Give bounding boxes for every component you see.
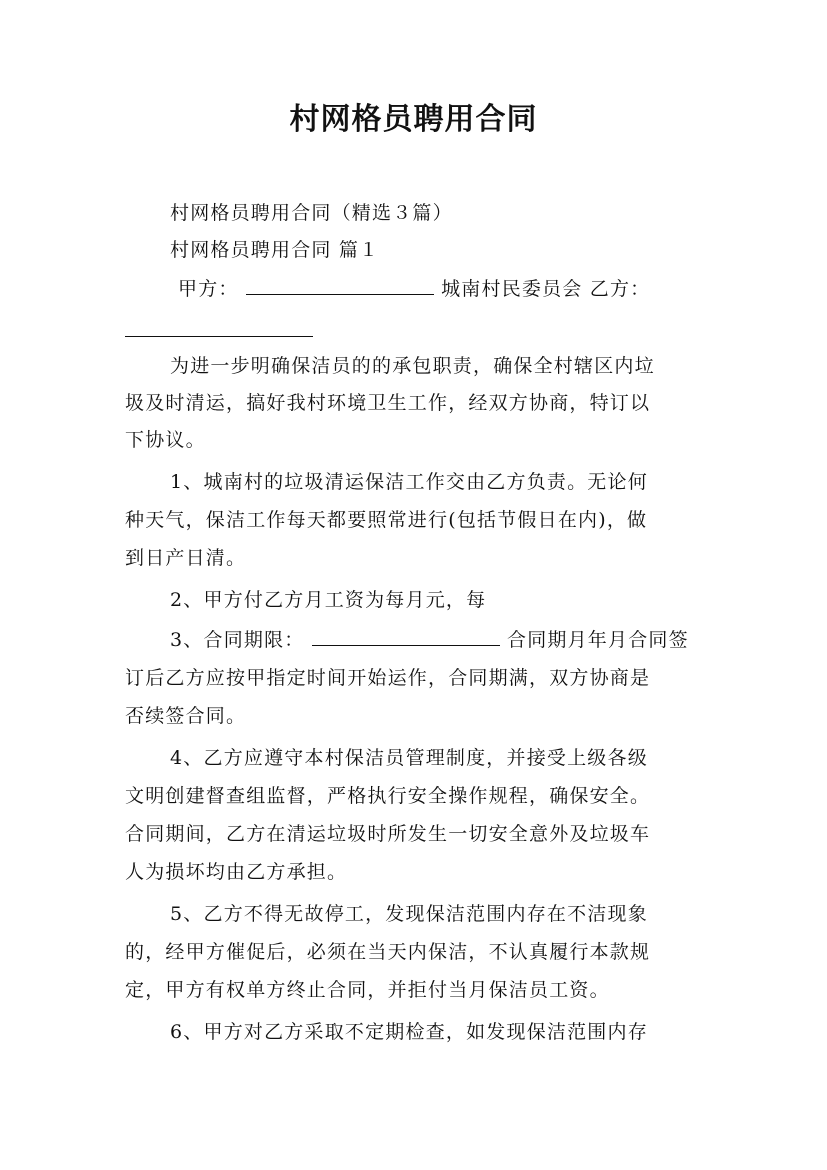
party-a-blank bbox=[246, 271, 434, 295]
clause-1-line-1: 1、城南村的垃圾清运保洁工作交由乙方负责。无论何 bbox=[170, 471, 648, 493]
clause-3-line-2: 订后乙方应按甲指定时间开始运作，合同期满，双方协商是 bbox=[125, 667, 651, 689]
clause-1-line-3: 到日产日清。 bbox=[125, 547, 247, 569]
clause-5-line-1: 5、乙方不得无故停工，发现保洁范围内存在不洁现象 bbox=[170, 903, 648, 925]
clause-6-line-1: 6、甲方对乙方采取不定期检查，如发现保洁范围内存 bbox=[170, 1021, 648, 1043]
clause-4-line-1: 4、乙方应遵守本村保洁员管理制度，并接受上级各级 bbox=[170, 747, 648, 769]
clause-3-suffix: 合同期月年月合同签 bbox=[507, 629, 689, 651]
clause-1-line-2: 种天气，保洁工作每天都要照常进行(包括节假日在内)，做 bbox=[125, 509, 648, 531]
intro-line-2: 圾及时清运，搞好我村环境卫生工作，经双方协商，特订以 bbox=[125, 392, 651, 414]
section-heading: 村网格员聘用合同 篇１ bbox=[170, 239, 380, 261]
party-a-label: 甲方： bbox=[178, 278, 239, 300]
document-title: 村网格员聘用合同 bbox=[289, 102, 538, 137]
clause-5-line-3: 定，甲方有权单方终止合同，并拒付当月保洁员工资。 bbox=[125, 979, 610, 1001]
intro-line-1: 为进一步明确保洁员的的承包职责，确保全村辖区内垃 bbox=[170, 355, 655, 377]
intro-line-3: 下协议。 bbox=[125, 429, 206, 451]
clause-4-line-3: 合同期间，乙方在清运垃圾时所发生一切安全意外及垃圾车 bbox=[125, 823, 651, 845]
clause-5-line-2: 的，经甲方催促后，必须在当天内保洁，不认真履行本款规 bbox=[125, 941, 651, 963]
party-b-blank bbox=[125, 336, 313, 337]
clause-2-line-1: 2、甲方付乙方月工资为每月元，每 bbox=[170, 589, 487, 611]
clause-4-line-4: 人为损坏均由乙方承担。 bbox=[125, 861, 348, 883]
clause-3-prefix: 3、合同期限： bbox=[170, 629, 305, 651]
document-subtitle: 村网格员聘用合同（精选３篇） bbox=[170, 202, 453, 224]
party-a-value: 城南村民委员会 bbox=[441, 278, 583, 300]
party-line bbox=[178, 269, 756, 309]
clause-4-line-2: 文明创建督查组监督，严格执行安全操作规程，确保安全。 bbox=[125, 785, 651, 807]
clause-3-line-1 bbox=[170, 620, 703, 660]
clause-3-line-3: 否续签合同。 bbox=[125, 705, 247, 727]
party-b-label: 乙方： bbox=[589, 278, 651, 300]
contract-term-blank bbox=[312, 622, 500, 646]
